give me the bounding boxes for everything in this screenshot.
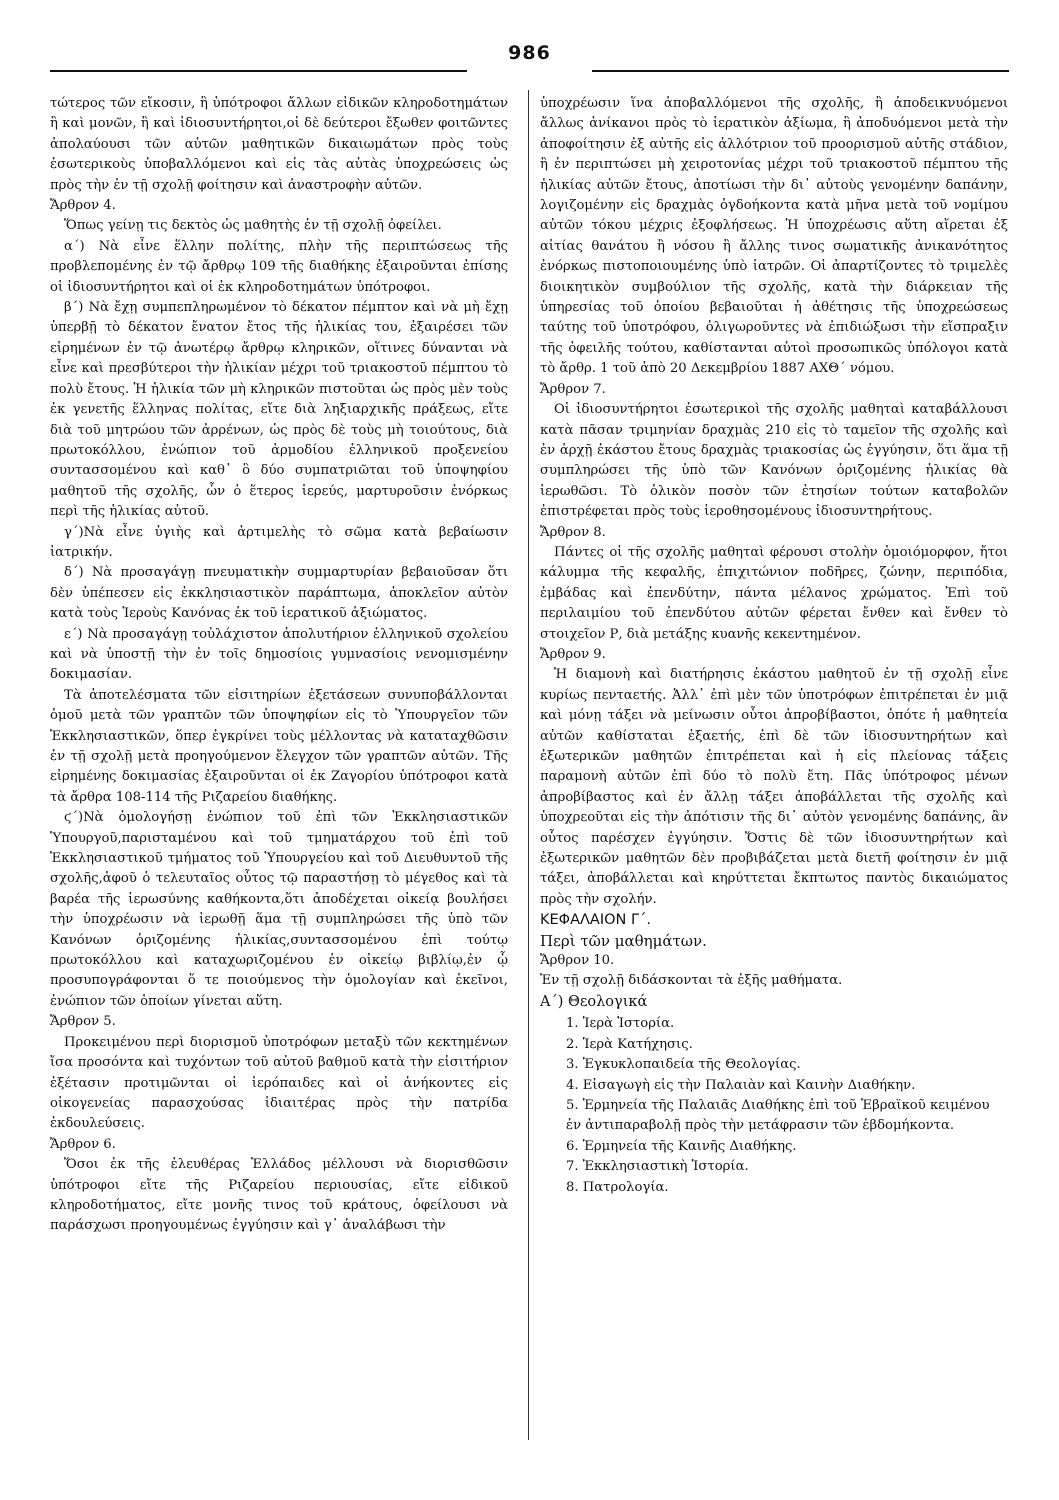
clause-c: γ΄)Νὰ εἶνε ὑγιὴς καὶ ἀρτιμελὴς τὸ σῶμα κατὰ βεβαίωσιν ἰατρικήν. bbox=[50, 524, 508, 560]
subject-list bbox=[540, 1014, 1008, 1198]
paragraph: τώτερος τῶν εἴκοσιν, ἢ ὑπότροφοι ἄλλων εἰδικῶν κληροδοτημάτων ἢ καὶ μονῶν, ἢ καὶ ἰδιοσυντήρητοι,οἱ δὲ δεύτεροι ἔξωθεν φοιτῶντες ἀπολαύουσι τῶν αὐτῶν μαθητικῶν δικαιωμάτων πρὸς τοὺς ἐσωτερικοὺς ὑποβαλλόμενοι καὶ εἰς τὰς αὐτὰς ὑποχρεώσεις ὡς πρὸς τὴν ἐν τῇ σχολῇ φοίτησιν καὶ ἀναστροφὴν αὐτῶν. bbox=[50, 96, 508, 193]
clause-e: ε΄) Νὰ προσαγάγῃ τοὐλάχιστον ἀπολυτήριον ἑλληνικοῦ σχολείου καὶ νὰ ὑποστῇ τὴν ἐν τοῖς δημοσίοις γυμνασίοις νενομισμένην δοκιμασίαν. bbox=[50, 626, 508, 683]
article-heading-8: Ἄρθρον 8. bbox=[540, 524, 606, 540]
article-heading-7: Ἄρθρον 7. bbox=[540, 381, 606, 397]
list-item: 2. Ἱερὰ Κατήχησις. bbox=[566, 1036, 693, 1052]
article-heading-6: Ἄρθρον 6. bbox=[50, 1136, 116, 1152]
list-item: 8. Πατρολογία. bbox=[566, 1179, 669, 1195]
chapter-title: ΚΕΦΑΛΑΙΟΝ Γ΄. bbox=[540, 912, 651, 929]
clause-a: α΄) Νὰ εἶνε ἕλλην πολίτης, πλὴν τῆς περιπτώσεως τῆς προβλεπομένης ἐν τῷ ἄρθρῳ 109 τῆς διαθήκης ἐξαιροῦνται ἐπίσης οἱ ἰδιοσυντήρητοι καὶ οἱ ἐκ κληροδοτημάτων ὑπότροφοι. bbox=[50, 238, 508, 295]
header-rule-right bbox=[592, 70, 1009, 72]
column-divider bbox=[528, 90, 529, 1440]
article-heading-10: Ἄρθρον 10. bbox=[540, 953, 615, 969]
paragraph: ὑποχρέωσιν ἵνα ἀποβαλλόμενοι τῆς σχολῆς, ἢ ἀποδεικνυόμενοι ἄλλως ἀνίκανοι πρὸς τὸ ἱερατικὸν ἀξίωμα, ἢ ἀποδυόμενοι μετὰ τὴν ἀποφοίτησιν ἐξ αὐτῆς εἰς ἀλλότριον τοῦ προορισμοῦ αὐτῆς στάδιον, ἢ ἐν περιπτώσει μὴ χειροτονίας μέχρι τοῦ τριακοστοῦ πέμπτου τῆς ἡλικίας αὐτῶν ἔτους, ἀποτίωσι τὴν δι᾽ αὐτοὺς γενομένην δαπάνην, λογιζομένην εἰς δραχμὰς ὀγδοήκοντα κατὰ μῆνα μετὰ τοῦ νομίμου αὐτῶν τόκου μέχρις ἐξοφλήσεως. Ἡ ὑποχρέωσις αὕτη αἴρεται ἐξ αἰτίας θανάτου ἢ νόσου ἢ ἄλλης τινος σωματικῆς ἀνικανότητος ἐνόρκως πιστοποιουμένης ὑπὸ ἰατρῶν. Οἱ ἀπαρτίζοντες τὸ τριμελὲς διοικητικὸν συμβούλιον τῆς σχολῆς, κατὰ τὴν διάρκειαν τῆς ὑπηρεσίας τοῦ ὁποίου βεβαιοῦται ἡ ἀθέτησις τῆς ὑποχρεώσεως ταύτης τοῦ ὑποτρόφου, ὀλιγωροῦντες νὰ ἐπιδιώξωσι τὴν εἴσπραξιν τῆς ὀφειλῆς τούτου, καθίστανται αὐτοὶ προσωπικῶς ὑπόλογοι κατὰ τὸ ἄρθρ. 1 τοῦ ἀπὸ 20 Δεκεμβρίου 1887 ΑΧΘ΄ νόμου. bbox=[540, 96, 1008, 377]
list-item: 6. Ἑρμηνεία τῆς Καινῆς Διαθήκης. bbox=[566, 1138, 797, 1154]
paragraph: Ὅσοι ἐκ τῆς ἐλευθέρας Ἑλλάδος μέλλουσι νὰ διορισθῶσιν ὑπότροφοι εἴτε τῆς Ριζαρείου περιουσίας, εἴτε εἰδικοῦ κληροδοτήματος, εἴτε μονῆς τινος τοῦ κράτους, ὀφείλουσι νὰ παράσχωσι προηγουμένως ἐγγύησιν καὶ γ᾽ ἀναλάβωσι τὴν bbox=[50, 1157, 508, 1234]
list-item: 5. Ἑρμηνεία τῆς Παλαιᾶς Διαθήκης ἐπὶ τοῦ Ἑβραϊκοῦ κειμένου ἐν ἀντιπαραβολῇ πρὸς τὴν μετάφρασιν τῶν ἑβδομήκοντα. bbox=[566, 1097, 990, 1134]
chapter-subtitle: Περὶ τῶν μαθημάτων. bbox=[540, 931, 707, 950]
paragraph: Τὰ ἀποτελέσματα τῶν εἰσιτηρίων ἐξετάσεων συνυποβάλλονται ὁμοῦ μετὰ τῶν γραπτῶν τῶν ὑποψηφίων εἰς τὸ Ὑπουργεῖον τῶν Ἐκκλησιαστικῶν, ὅπερ ἐγκρίνει τοὺς μέλλοντας νὰ καταταχθῶσιν ἐν τῇ σχολῇ μετὰ προηγούμενον ἔλεγχον τῶν γραπτῶν αὐτῶν. Τῆς εἰρημένης δοκιμασίας ἐξαιροῦνται οἱ ἐκ Ζαγορίου ὑπότροφοι κατὰ τὰ ἄρθρα 108-114 τῆς Ριζαρείου διαθήκης. bbox=[50, 687, 508, 805]
clause-d: δ΄) Νὰ προσαγάγῃ πνευματικὴν συμμαρτυρίαν βεβαιοῦσαν ὅτι δὲν ὑπέπεσεν εἰς ἐκκλησιαστικὸν παράπτωμα, ἀποκλεῖον αὐτὸν κατὰ τοὺς Ἱεροὺς Κανόνας ἐκ τοῦ ἱερατικοῦ ἀξιώματος. bbox=[50, 565, 508, 622]
paragraph: Ὅπως γείνῃ τις δεκτὸς ὡς μαθητὴς ἐν τῇ σχολῇ ὀφείλει. bbox=[64, 218, 442, 234]
paragraph: Πάντες οἱ τῆς σχολῆς μαθηταὶ φέρουσι στολὴν ὁμοιόμορφον, ἤτοι κάλυμμα τῆς κεφαλῆς, ἐπιχιτώνιον ποδῆρες, ζώνην, περιπόδια, ἐμβάδας καὶ ἐπενδύτην, πάντα μέλανος χρώματος. Ἐπὶ τοῦ περιλαιμίου τοῦ ἐπενδύτου αὐτῶν φέρεται ἔνθεν καὶ ἔνθεν τὸ στοιχεῖον Ρ, διὰ μετάξης κυανῆς κεκεντημένον. bbox=[540, 544, 1008, 642]
article-heading-5: Ἄρθρον 5. bbox=[50, 1014, 116, 1030]
clause-b: β΄) Νὰ ἔχῃ συμπεπληρωμένον τὸ δέκατον πέμπτον καὶ νὰ μὴ ἔχῃ ὑπερβῇ τὸ δέκατον ἔνατον ἔτος τῆς ἡλικίας του, ἐξαιρέσει τῶν εἰρημένων ἐν τῷ ἀνωτέρῳ ἄρθρῳ κληρικῶν, οἵτινες δύνανται νὰ εἶνε καὶ πρεσβύτεροι τὴν ἡλικίαν μέχρι τοῦ τριακοστοῦ πέμπτου τὸ πολὺ ἔτους. Ἡ ἡλικία τῶν μὴ κληρικῶν πιστοῦται ὡς πρὸς μὲν τοὺς ἐκ γενετῆς ἕλληνας πολίτας, εἴτε διὰ ληξιαρχικῆς πράξεως, εἴτε διὰ τοῦ μητρώου τῶν ἀρρένων, ὡς πρὸς δὲ τοὺς μὴ τοιούτους, διὰ πρωτοκόλλου, ἐνώπιον τοῦ ἁρμοδίου ἑλληνικοῦ προξενείου συντασσομένου καὶ καθ᾽ ὃ δύο συμπατριῶται τοῦ ὑποψηφίου μαθητοῦ τῆς σχολῆς, ὧν ὁ ἕτερος ἱερεύς, μαρτυροῦσιν ἐνόρκως περὶ τῆς ἡλικίας αὐτοῦ. bbox=[50, 300, 508, 520]
article-heading-9: Ἄρθρον 9. bbox=[540, 646, 606, 662]
section-heading: Α΄) Θεολογικά bbox=[540, 993, 648, 1010]
clause-f: ϛ΄)Νὰ ὁμολογήσῃ ἐνώπιον τοῦ ἐπὶ τῶν Ἐκκλησιαστικῶν Ὑπουργοῦ,παρισταμένου καὶ τοῦ τμηματάρχου τοῦ ἐπὶ τοῦ Ἐκκλησιαστικοῦ τμήματος τοῦ Ὑπουργείου καὶ τοῦ Διευθυντοῦ τῆς σχολῆς,ἀφοῦ ὁ τελευταῖος οὗτος τῷ παραστήσῃ τὸ μέγεθος καὶ τὰ βαρέα τῆς ἱερωσύνης καθήκοντα,ὅτι ἀποδέχεται οἰκείᾳ βουλήσει τὴν ὑποχρέωσιν νὰ ἱερωθῇ ἅμα τῇ συμπληρώσει τῆς ὑπὸ τῶν Κανόνων ὁριζομένης ἡλικίας,συντασσομένου ἐπὶ τούτῳ πρωτοκόλλου καὶ καταχωριζομένου ἐν οἰκείῳ βιβλίῳ,ἐν ᾧ προσυπογράφονται ὅ τε ποιούμενος τὴν ὁμολογίαν καὶ ἐκεῖνοι, ἐνώπιον τῶν ὁποίων γίνεται αὕτη. bbox=[50, 810, 508, 1009]
paragraph: Ἡ διαμονὴ καὶ διατήρησις ἑκάστου μαθητοῦ ἐν τῇ σχολῇ εἶνε κυρίως πενταετής. Ἀλλ᾽ ἐπὶ μὲν τῶν ὑποτρόφων ἐπιτρέπεται ἐν μιᾷ καὶ μόνῃ τάξει νὰ μείνωσιν οὗτοι ἀπροβίβαστοι, ὁπότε ἡ μαθητεία αὐτῶν καθίσταται ἑξαετής, ἐπὶ δὲ τῶν ἰδιοσυντηρήτων καὶ ἐξωτερικῶν μαθητῶν ἐπιτρέπεται καὶ ἡ εἰς πλείονας τάξεις παραμονὴ αὐτῶν ἐπὶ δύο τὸ πολὺ ἔτη. Πᾶς ὑπότροφος μένων ἀπροβίβαστος καὶ ἐν ἄλλῃ τάξει ἀποβάλλεται τῆς σχολῆς καὶ ὑποχρεοῦται εἰς τὴν ἀπότισιν τῆς δι᾽ αὐτὸν γενομένης δαπάνης, ἂν οὗτος παρέσχεν ἐγγύησιν. Ὅστις δὲ τῶν ἰδιοσυντηρήτων καὶ ἐξωτερικῶν μαθητῶν δὲν προβιβάζεται μετὰ διετῆ φοίτησιν ἐν μιᾷ τάξει, ἀποβάλλεται καὶ κηρύττεται ἔκπτωτος παντὸς δικαιώματος πρὸς τὴν σχολήν. bbox=[540, 667, 1008, 907]
paragraph: Προκειμένου περὶ διορισμοῦ ὑποτρόφων μεταξὺ τῶν κεκτημένων ἴσα προσόντα καὶ τυχόντων τοῦ αὐτοῦ βαθμοῦ κατὰ τὴν εἰσιτήριον ἐξέτασιν προτιμῶνται οἱ ἱερόπαιδες καὶ οἱ ἀνήκοντες εἰς οἰκογενείας παρασχούσας ἰδιαιτέρας πρὸς τὴν πατρίδα ἐκδουλεύσεις. bbox=[50, 1034, 508, 1132]
page-number: 986 bbox=[508, 42, 551, 64]
list-item: 3. Ἐγκυκλοπαιδεία τῆς Θεολογίας. bbox=[566, 1057, 801, 1073]
article-heading-4: Ἄρθρον 4. bbox=[50, 198, 116, 214]
list-item: 4. Εἰσαγωγὴ εἰς τὴν Παλαιὰν καὶ Καινὴν Διαθήκην. bbox=[566, 1077, 916, 1093]
list-item: 7. Ἐκκλησιαστικὴ Ἱστορία. bbox=[566, 1159, 749, 1175]
right-column bbox=[540, 94, 1008, 1198]
left-column bbox=[50, 94, 508, 1237]
paragraph: Οἱ ἰδιοσυντήρητοι ἐσωτερικοὶ τῆς σχολῆς μαθηταὶ καταβάλλουσι κατὰ πᾶσαν τριμηνίαν δραχμὰς 210 εἰς τὸ ταμεῖον τῆς σχολῆς καὶ ἐν ἀρχῇ ἑκάστου ἔτους δραχμὰς τριακοσίας ὡς ἐγγύησιν, ὅτι ἅμα τῇ συμπληρώσει τῆς ὑπὸ τῶν Κανόνων ὁριζομένης ἡλικίας θὰ ἱερωθῶσι. Τὸ ὁλικὸν ποσὸν τῶν ἐτησίων τούτων καταβολῶν ἐπιστρέφεται πρὸς τοὺς ἱεροθησομένους ἰδιοσυντηρήτους. bbox=[540, 402, 1008, 520]
header-rule-left bbox=[50, 70, 467, 72]
paragraph: Ἐν τῇ σχολῇ διδάσκονται τὰ ἑξῆς μαθήματα. bbox=[540, 973, 843, 989]
list-item: 1. Ἱερὰ Ἱστορία. bbox=[566, 1016, 675, 1032]
